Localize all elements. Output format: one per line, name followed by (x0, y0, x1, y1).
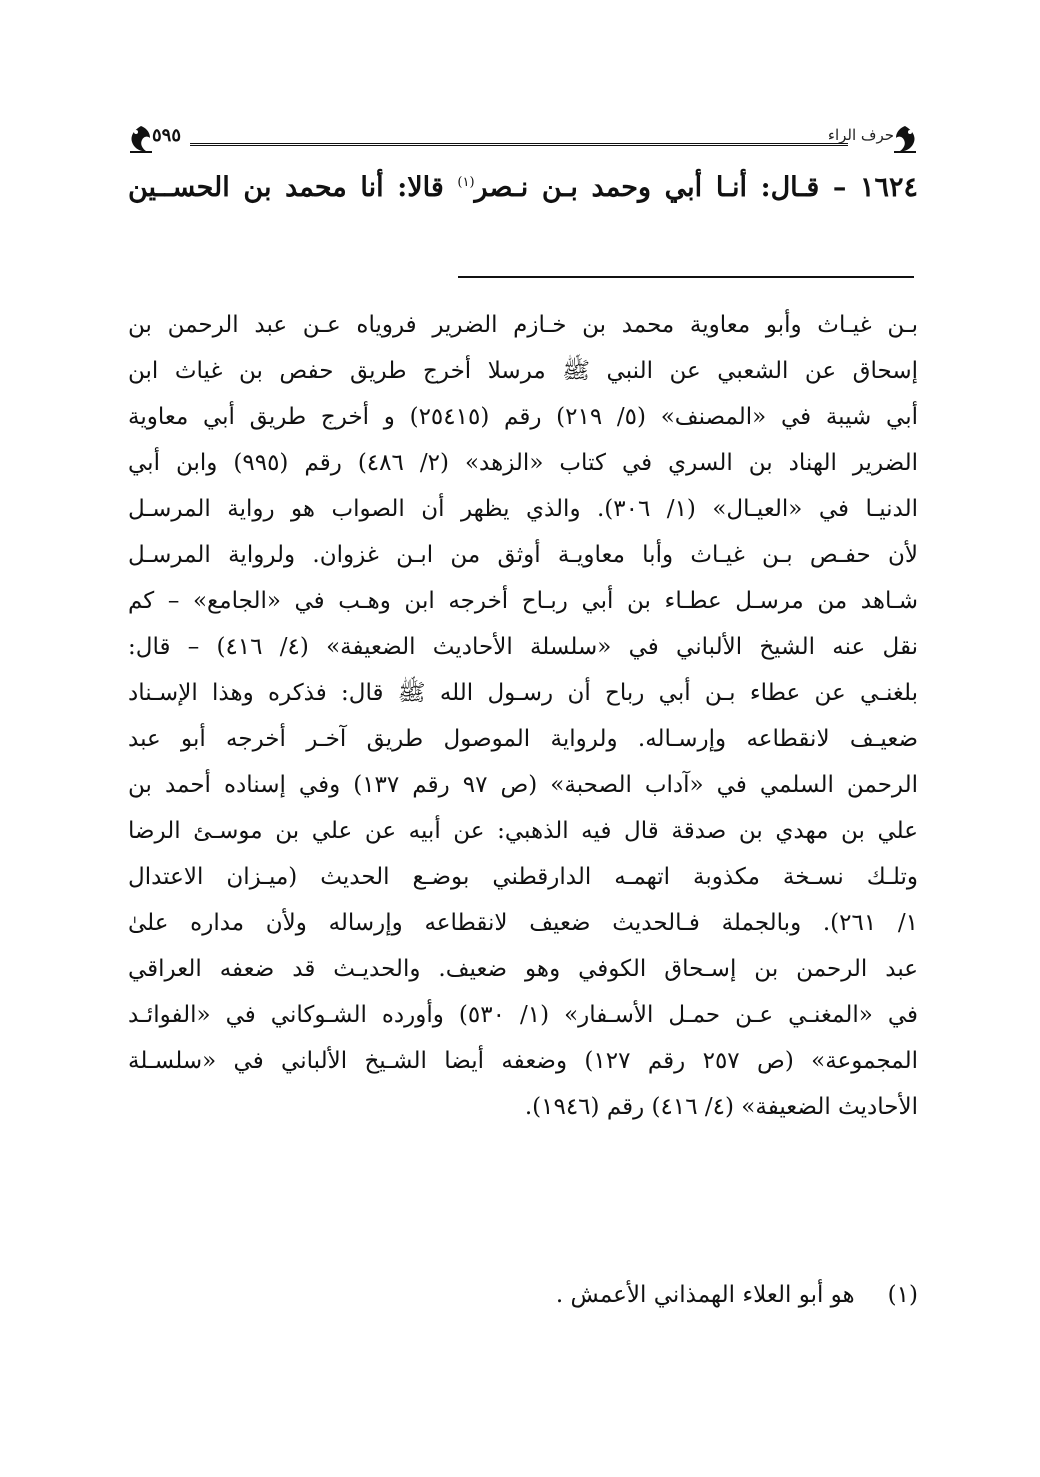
footnote-1 (128, 1272, 918, 1318)
footnote-line: في «المغنـي عـن حمـل الأسـفار» (١/ ٥٣٠) وأورده الشـوكاني في «الفوائـد (128, 1002, 919, 1028)
footnote-text: هو أبو العلاء الهمذاني الأعمش . (555, 1282, 855, 1308)
hadith-text-start: ١٦٢٤ – قـال: أنـا أبي وحمد بـن نـصر (474, 172, 919, 203)
footnote-reference[interactable]: (١) (457, 175, 475, 190)
footnote-line: الضرير الهناد بن السري في كتاب «الزهد» (٢/ ٤٨٦) رقم (٩٩٥) وابن أبي (128, 450, 918, 476)
hadith-text-end: قالا: أنا محمد بن الحســين (128, 172, 458, 203)
footnote-line: المجموعة» (ص ٢٥٧ رقم ١٢٧) وضعفه أيضا الشـيخ الألباني في «سلسـلة (128, 1048, 919, 1074)
footnote-line: بلغنـي عن عطاء بـن أبي رباح أن رسـول الله ﷺ قال: فذكره وهذا الإسـناد (128, 680, 918, 706)
ornament-right-icon (892, 124, 918, 154)
footnote-line: ١/ ٢٦١). وبالجملة فـالحديث ضعيف لانقطاعه وإرساله ولأن مداره علىٰ (128, 910, 918, 936)
footnote-line: شـاهد من مرسـل عطـاء بن أبي ربـاح أخرجه ابن وهـب في «الجامع» – كم (128, 588, 918, 614)
header-rule (190, 143, 848, 146)
footnote-line: ضعيـف لانقطاعه وإرسـاله. ولرواية الموصول طريق آخـر أخرجه أبو عبد (128, 726, 918, 752)
running-header (128, 112, 918, 158)
page-number: ٥٩٥ (152, 125, 182, 146)
chapter-title: حرف الراء (827, 126, 894, 144)
footnote-line: وتلـك نسـخة مكذوبة اتهمـه الدارقطني بوضـع الحديث (ميـزان الاعتدال (128, 864, 918, 890)
footnote-line: علي بن مهدي بن صدقة قال فيه الذهبي: عن أبيه عن علي بن موسـئ الرضا (128, 818, 918, 844)
footnote-separator (458, 276, 914, 278)
hadith-line (128, 172, 918, 203)
footnote-line: الدنيـا في «العيـال» (١/ ٣٠٦). والذي يظهر أن الصواب هو رواية المرسـل (128, 496, 919, 522)
footnote-line: الأحاديث الضعيفة» (٤/ ٤١٦) رقم (١٩٤٦). (524, 1094, 918, 1120)
footnote-line: أبي شيبة في «المصنف» (٥/ ٢١٩) رقم (٢٥٤١٥) و أخرج طريق أبي معاوية (128, 404, 918, 430)
footnote-line: لأن حفـص بـن غيـاث وأبا معاويـة أوثق من ابـن غزوان. ولرواية المرسـل (128, 542, 918, 568)
footnote-line: الرحمن السلمي في «آداب الصحبة» (ص ٩٧ رقم ١٣٧) وفي إسناده أحمد بن (128, 772, 919, 798)
ornament-left-icon (128, 124, 154, 154)
footnote-line: عبد الرحمن بن إسـحاق الكوفي وهو ضعيف. والحديـث قد ضعفه العراقي (128, 956, 918, 982)
footnote-number: (١) (887, 1282, 918, 1308)
footnote-continuation (128, 302, 918, 1130)
footnote-line: نقل عنه الشيخ الألباني في «سلسلة الأحاديث الضعيفة» (٤/ ٤١٦) – قال: (128, 634, 918, 660)
footnote-line: بـن غيـاث وأبو معاوية محمد بن خـازم الضرير فروياه عـن عبد الرحمن بن (128, 312, 918, 338)
footnote-line: إسحاق عن الشعبي عن النبي ﷺ مرسلا أخرج طريق حفص بن غياث ابن (128, 358, 918, 384)
